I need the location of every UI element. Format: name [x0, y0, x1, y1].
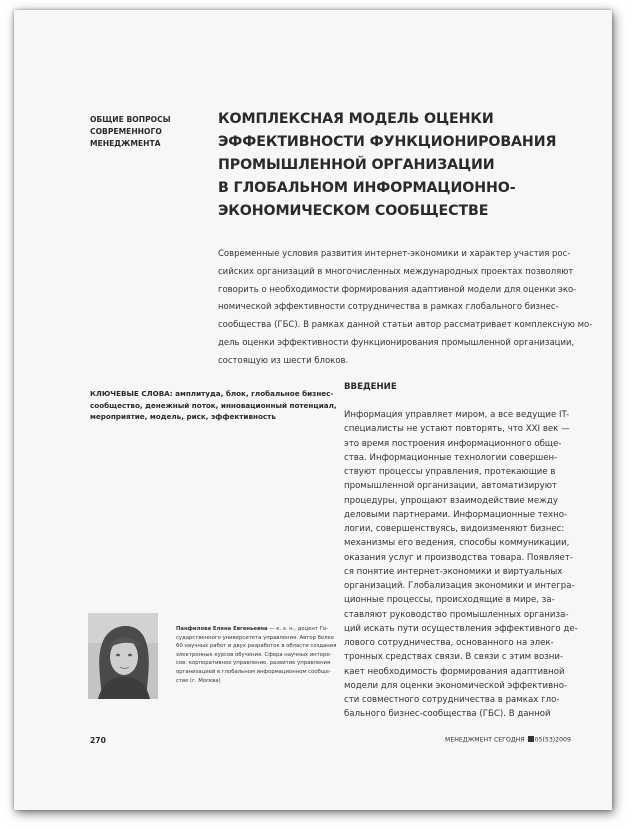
keywords-line: сообщество, денежный поток, инновационный потенциал, — [90, 400, 337, 410]
abstract-line: состоящую из шести блоков. — [218, 355, 349, 366]
body-line: логии, совершенствуясь, видоизменяют бизнес: — [344, 524, 565, 534]
body-line: тронных средствах связи. В связи с этим возни- — [344, 652, 564, 663]
body-line: механизмы его ведения, способы коммуникации, — [344, 538, 570, 549]
author-name: Панфилова Елена Евгеньевна — [176, 626, 268, 632]
title-line: КОМПЛЕКСНАЯ МОДЕЛЬ ОЦЕНКИ — [218, 111, 494, 127]
body-line: деловыми партнерами. Информационные техно- — [344, 509, 568, 520]
article-title — [218, 108, 588, 223]
body-line: ствуют процессы управления, протекающие в — [344, 467, 556, 477]
title-line: ЭКОНОМИЧЕСКОМ СООБЩЕСТВЕ — [218, 203, 489, 219]
title-line: В ГЛОБАЛЬНОМ ИНФОРМАЦИОННО- — [218, 180, 516, 196]
body-line: ства. Информационные технологии совершен- — [344, 452, 558, 463]
author-portrait-icon — [88, 613, 158, 699]
title-line: ПРОМЫШЛЕННОЙ ОРГАНИЗАЦИИ — [218, 157, 495, 173]
keywords-line: мероприятие, модель, риск, эффективность — [90, 412, 276, 422]
body-line: оказания услуг и производства товара. Появляет- — [344, 552, 573, 563]
abstract-line: сийских организаций в многочисленных международных проектах позволяют — [218, 266, 574, 277]
issue-number: 05(53)2009 — [534, 736, 571, 744]
document-page — [14, 10, 612, 810]
body-line: это время построения информационного обще- — [344, 438, 562, 449]
author-line: сударственного университета управления. Автор более — [176, 634, 335, 641]
section-rubric — [90, 114, 200, 150]
keywords-line: КЛЮЧЕВЫЕ СЛОВА: амплитуда, блок, глобальное бизнес- — [90, 389, 334, 398]
author-first-line — [176, 625, 329, 634]
abstract-line: номической эффективности сотрудничества в рамках глобального бизнес- — [218, 302, 559, 313]
body-line: бального бизнес-сообщества (ГБС). В данной — [344, 709, 551, 720]
journal-name: МЕНЕДЖМЕНТ СЕГОДНЯ — [445, 736, 525, 744]
running-footer — [445, 736, 571, 744]
body-line: организаций. Глобализация экономики и интегра- — [344, 581, 575, 591]
body-line: лового сотрудничества, основанного на элек- — [344, 638, 554, 648]
body-line: ся понятие интернет-экономики и виртуальных — [344, 566, 563, 577]
body-line: специалисты не устают повторять, что XXI век — — [344, 424, 570, 435]
author-line: сов: корпоративное управление, развитие управления — [176, 660, 331, 667]
author-line: — к. э. н., доцент Го- — [267, 626, 329, 632]
body-line: кает необходимость формирования адаптивной — [344, 666, 565, 677]
section-heading: ВВЕДЕНИЕ — [344, 382, 397, 392]
abstract-line: говорить о необходимости формирования адаптивной модели для оценки эко- — [218, 284, 577, 295]
abstract-line: Современные условия развития интернет-экономики и характер участия рос- — [218, 249, 571, 259]
author-line: 60 научных работ и двух разработок в области создания — [176, 643, 337, 650]
body-line: процедуры, упрощают взаимодействие между — [344, 495, 558, 506]
author-info — [176, 625, 337, 685]
rubric-line: МЕНЕДЖМЕНТА — [90, 139, 161, 148]
body-line: Информация управляет миром, а все ведущие IT- — [344, 410, 570, 420]
author-line: электронных курсов обучения. Сфера научных интере- — [176, 651, 332, 658]
body-line: модели для оценки экономической эффективно- — [344, 680, 568, 691]
body-line: промышленной организации, автоматизируют — [344, 481, 557, 492]
body-line: ставляют руководство промышленных организа- — [344, 609, 569, 620]
abstract-line: дель оценки эффективности функционирования промышленной организации, — [218, 337, 575, 348]
rubric-line: СОВРЕМЕННОГО — [90, 127, 162, 136]
body-line: сти совместного сотрудничества в рамках гло- — [344, 695, 560, 705]
abstract — [218, 246, 593, 371]
author-line: стве (г. Москва) — [176, 677, 221, 684]
rubric-line: ОБЩИЕ ВОПРОСЫ — [90, 115, 171, 124]
keywords — [90, 388, 337, 423]
author-line: организацией в глобальном информационном сообще- — [176, 668, 331, 675]
body-line: ционные процессы, происходящие в мире, за- — [344, 595, 555, 606]
title-line: ЭФФЕКТИВНОСТИ ФУНКЦИОНИРОВАНИЯ — [218, 134, 557, 150]
page-number: 270 — [90, 736, 106, 745]
abstract-line: сообщества (ГБС). В рамках данной статьи автор рассматривает комплексную мо- — [218, 320, 593, 331]
body-text — [344, 408, 594, 722]
body-line: ций искать пути осуществления эффективного де- — [344, 623, 578, 634]
square-bullet-icon — [528, 736, 534, 742]
